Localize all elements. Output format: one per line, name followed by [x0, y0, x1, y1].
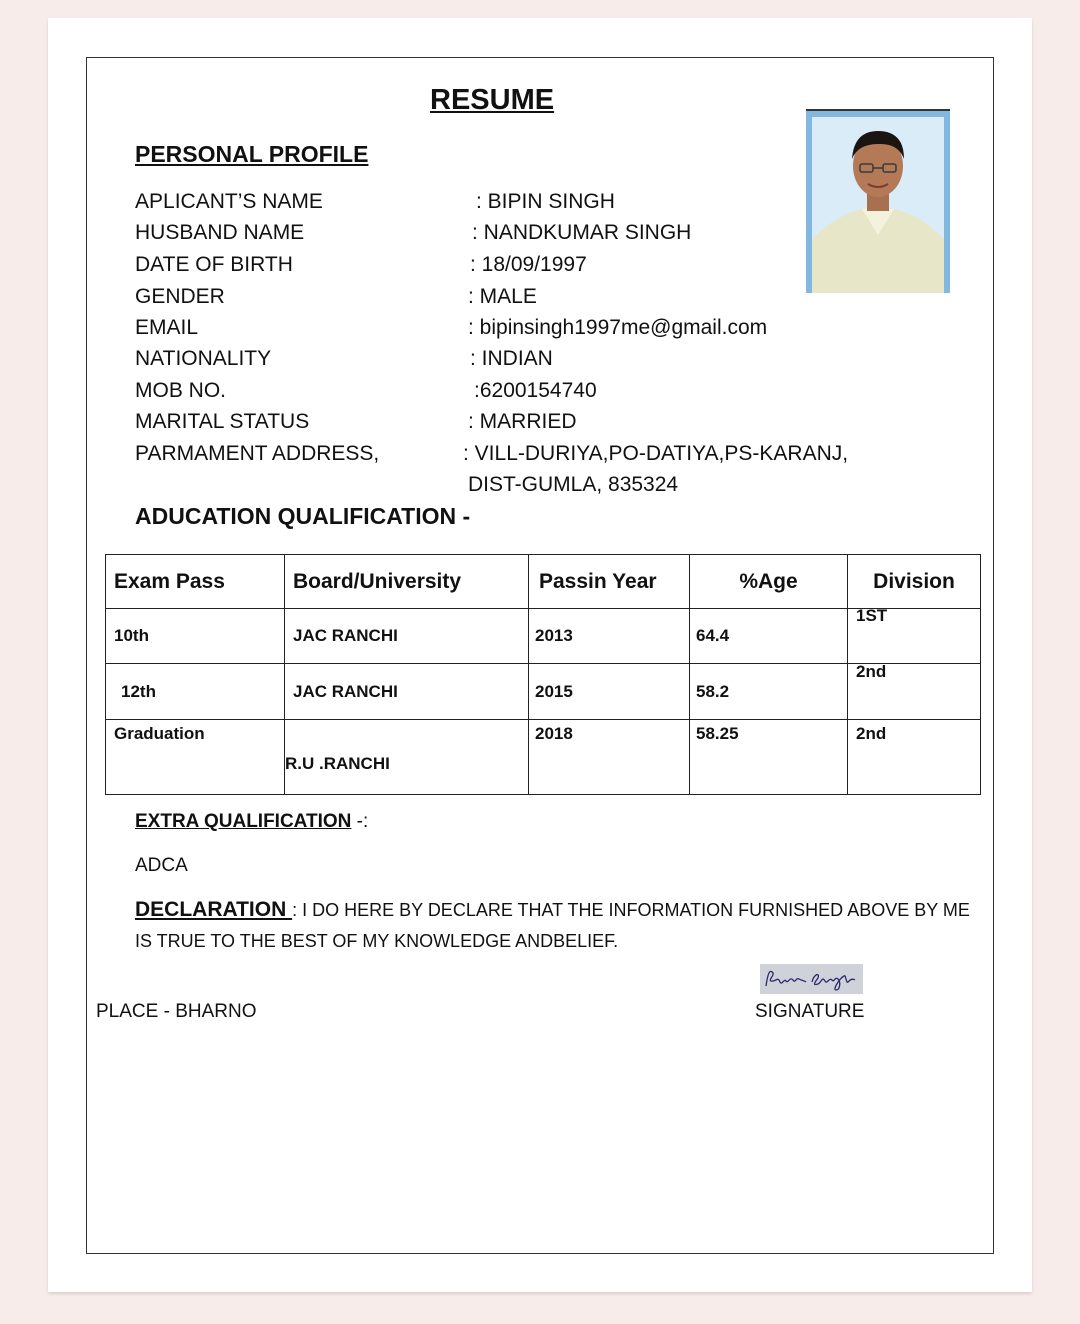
value-applicant-name: : BIPIN SINGH [476, 190, 615, 213]
value-nationality: : INDIAN [470, 347, 553, 370]
education-heading: ADUCATION QUALIFICATION - [135, 503, 471, 529]
header-exam-pass: Exam Pass [106, 555, 285, 609]
extra-qualification-suffix: -: [351, 811, 369, 832]
cell-percentage: 58.2 [690, 664, 848, 720]
label-mobile: MOB NO. [135, 379, 227, 402]
cell-year: 2013 [529, 609, 690, 664]
value-email: : bipinsingh1997me@gmail.com [468, 316, 768, 339]
header-division: Division [848, 555, 981, 609]
label-marital-status: MARITAL STATUS [135, 410, 310, 433]
value-husband-name: : NANDKUMAR SINGH [472, 221, 692, 244]
signature-label: SIGNATURE [755, 1001, 865, 1022]
table-header-row [106, 555, 981, 609]
cell-board: R.U .RANCHI [285, 720, 529, 795]
label-nationality: NATIONALITY [135, 347, 272, 370]
value-permanent-address: : VILL-DURIYA,PO-DATIYA,PS-KARANJ, [463, 442, 849, 465]
value-gender: : MALE [468, 285, 537, 308]
cell-percentage: 58.25 [690, 720, 848, 795]
extra-qualification-title: EXTRA QUALIFICATION [135, 811, 352, 832]
cell-exam: 10th [106, 609, 285, 664]
label-date-of-birth: DATE OF BIRTH [135, 253, 293, 276]
label-husband-name: HUSBAND NAME [135, 221, 305, 244]
cell-division: 2nd [848, 720, 981, 795]
table-row [106, 664, 981, 720]
education-table [105, 554, 981, 795]
value-address-line2: DIST-GUMLA, 835324 [468, 473, 679, 496]
applicant-photo [806, 109, 950, 293]
declaration-text2: IS TRUE TO THE BEST OF MY KNOWLEDGE ANDBELIEF. [135, 931, 619, 951]
value-date-of-birth: : 18/09/1997 [470, 253, 587, 276]
header-passin-year: Passin Year [529, 555, 690, 609]
header-percentage: %Age [690, 555, 848, 609]
resume-title: RESUME [430, 84, 555, 116]
cell-board: JAC RANCHI [285, 664, 529, 720]
cell-division: 2nd [848, 664, 981, 720]
declaration-heading: DECLARATION [135, 898, 293, 921]
cell-exam: 12th [106, 664, 285, 720]
person-photo-icon [806, 111, 950, 293]
label-email: EMAIL [135, 316, 199, 339]
handwritten-signature-icon [760, 964, 863, 994]
header-board-university: Board/University [285, 555, 529, 609]
label-permanent-address: PARMAMENT ADDRESS, [135, 442, 380, 465]
cell-year: 2015 [529, 664, 690, 720]
declaration-text1: : I DO HERE BY DECLARE THAT THE INFORMATION FURNISHED ABOVE BY ME [292, 900, 970, 920]
label-applicant-name: APLICANT’S NAME [135, 190, 323, 213]
extra-qualification-value: ADCA [135, 855, 188, 876]
cell-percentage: 64.4 [690, 609, 848, 664]
cell-board: JAC RANCHI [285, 609, 529, 664]
label-gender: GENDER [135, 285, 225, 308]
declaration-line1 [135, 898, 970, 922]
personal-profile-heading: PERSONAL PROFILE [135, 141, 369, 167]
signature-image [760, 964, 863, 994]
value-marital-status: : MARRIED [468, 410, 577, 433]
extra-qualification-heading [135, 811, 368, 833]
cell-year: 2018 [529, 720, 690, 795]
table-row [106, 609, 981, 664]
table-row [106, 720, 981, 795]
value-mobile: :6200154740 [474, 379, 597, 402]
cell-division: 1ST [848, 609, 981, 664]
cell-exam: Graduation [106, 720, 285, 795]
place-line: PLACE - BHARNO [96, 1001, 257, 1022]
